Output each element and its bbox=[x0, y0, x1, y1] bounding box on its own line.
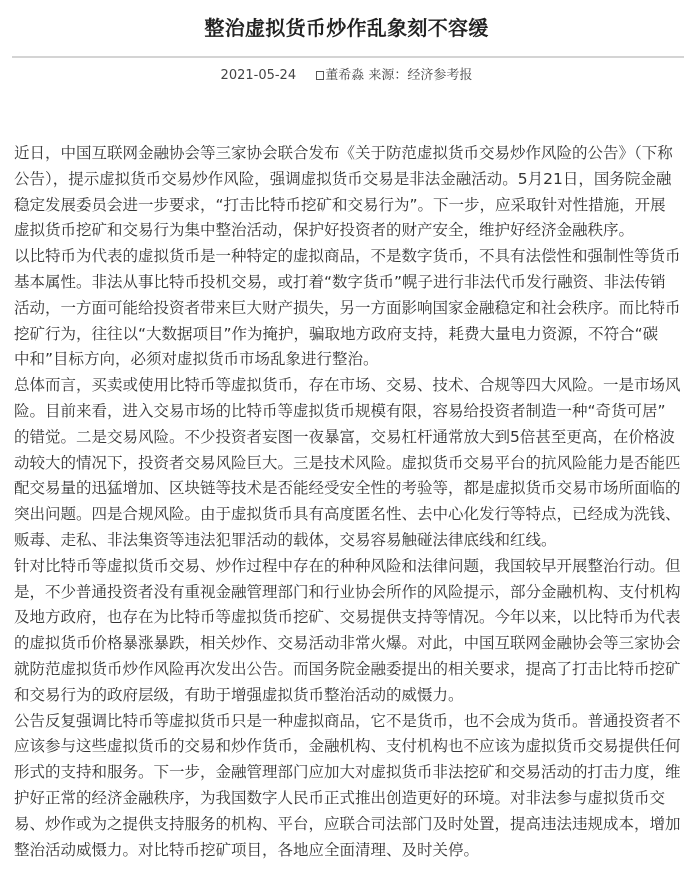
source-label: 来源： bbox=[368, 68, 408, 83]
text-line: 配交易量的迅猛增加、区块链等技术是否能经受安全性的考验等，都是虚拟货币交易市场所面临的 bbox=[14, 479, 681, 498]
author-name: 董希淼 bbox=[325, 68, 365, 83]
text-line: 虚拟货币挖矿和交易行为集中整治活动，保护好投资者的财产安全，维护好经济金融秩序。 bbox=[14, 221, 635, 240]
text-line: 护好正常的经济金融秩序，为我国数字人民币正式推出创造更好的环境。对非法参与虚拟货币交 bbox=[14, 788, 666, 807]
source-name: 经济参考报 bbox=[407, 68, 473, 83]
text-line: 就防范虚拟货币炒作风险再次发出公告。而国务院金融委提出的相关要求，提高了打击比特币挖矿 bbox=[14, 659, 681, 678]
article-meta bbox=[0, 66, 693, 86]
text-line: 稳定发展委员会进一步要求，“打击比特币挖矿和交易行为”。下一步，应采取针对性措施，开展 bbox=[14, 195, 666, 214]
text-line: 近日，中国互联网金融协会等三家协会联合发布《关于防范虚拟货币交易炒作风险的公告》（下称 bbox=[14, 144, 673, 162]
text-line: 及地方政府，也存在为比特币等虚拟货币挖矿、交易提供支持等情况。今年以来，以比特币为代表 bbox=[14, 608, 681, 627]
text-line: 的错觉。二是交易风险。不少投资者妄图一夜暴富，交易杠杆通常放大到5倍甚至更高，在价格波 bbox=[14, 427, 675, 446]
text-line: 活动，一方面可能给投资者带来巨大财产损失，另一方面影响国家金融稳定和社会秩序。而比特币 bbox=[14, 298, 681, 317]
text-line: 动较大的情况下，投资者交易风险巨大。三是技术风险。虚拟货币交易平台的抗风险能力是否能匹 bbox=[14, 453, 681, 472]
text-line: 和交易行为的政府层级，有助于增强虚拟货币整治活动的威慑力。 bbox=[14, 685, 464, 704]
text-line: 易、炒作或为之提供支持服务的机构、平台，应联合司法部门及时处置，提高违法违规成本，增加 bbox=[14, 814, 681, 833]
text-line: 公告），提示虚拟货币交易炒作风险，强调虚拟货币交易是非法金融活动。5月21日，国务院金融 bbox=[14, 169, 672, 188]
paragraph-2 bbox=[14, 244, 684, 373]
text-line: 总体而言，买卖或使用比特币等虚拟货币，存在市场、交易、技术、合规等四大风险。一是市场风 bbox=[14, 376, 681, 395]
text-line: 的虚拟货币价格暴涨暴跌，相关炒作、交易活动非常火爆。对此，中国互联网金融协会等三家协会 bbox=[14, 634, 681, 653]
text-line: 挖矿行为，往往以“大数据项目”作为掩护，骗取地方政府支持，耗费大量电力资源，不符合“碳 bbox=[14, 324, 659, 343]
text-line: 应该参与这些虚拟货币的交易和炒作货币，金融机构、支付机构也不应该为虚拟货币交易提供任何 bbox=[14, 737, 681, 756]
article-title: 整治虚拟货币炒作乱象刻不容缓 bbox=[204, 16, 489, 40]
text-line: 整治活动威慑力。对比特币挖矿项目，各地应全面清理、及时关停。 bbox=[14, 840, 480, 859]
text-line: 是，不少普通投资者没有重视金融管理部门和行业协会所作的风险提示，部分金融机构、支付机构 bbox=[14, 582, 681, 601]
text-line: 中和”目标方向，必须对虚拟货币市场乱象进行整治。 bbox=[14, 350, 379, 369]
image-placeholder-icon bbox=[316, 71, 324, 80]
text-line: 突出问题。四是合规风险。由于虚拟货币具有高度匿名性、去中心化发行等特点，已经成为洗钱、 bbox=[14, 505, 681, 524]
article-body bbox=[14, 141, 684, 863]
text-line: 针对比特币等虚拟货币交易、炒作过程中存在的种种风险和法律问题，我国较早开展整治行动。但 bbox=[14, 556, 681, 575]
title-divider bbox=[12, 56, 684, 58]
text-line: 公告反复强调比特币等虚拟货币只是一种虚拟商品，它不是货币，也不会成为货币。普通投资者不 bbox=[14, 711, 681, 730]
text-line: 以比特币为代表的虚拟货币是一种特定的虚拟商品，不是数字货币，不具有法偿性和强制性等货币 bbox=[14, 247, 681, 266]
paragraph-3 bbox=[14, 373, 684, 554]
paragraph-1 bbox=[14, 141, 684, 244]
paragraph-4 bbox=[14, 554, 684, 709]
text-line: 贩毒、走私、非法集资等违法犯罪活动的载体，交易容易触碰法律底线和红线。 bbox=[14, 530, 557, 549]
publish-date: 2021-05-24 bbox=[220, 68, 297, 83]
text-line: 形式的支持和服务。下一步，金融管理部门应加大对虚拟货币非法挖矿和交易活动的打击力度，维 bbox=[14, 763, 681, 782]
text-line: 险。目前来看，进入交易市场的比特币等虚拟货币规模有限，容易给投资者制造一种“奇货可居” bbox=[14, 401, 666, 420]
paragraph-5 bbox=[14, 709, 684, 864]
text-line: 基本属性。非法从事比特币投机交易，或打着“数字货币”幌子进行非法代币发行融资、非法传销 bbox=[14, 272, 666, 291]
